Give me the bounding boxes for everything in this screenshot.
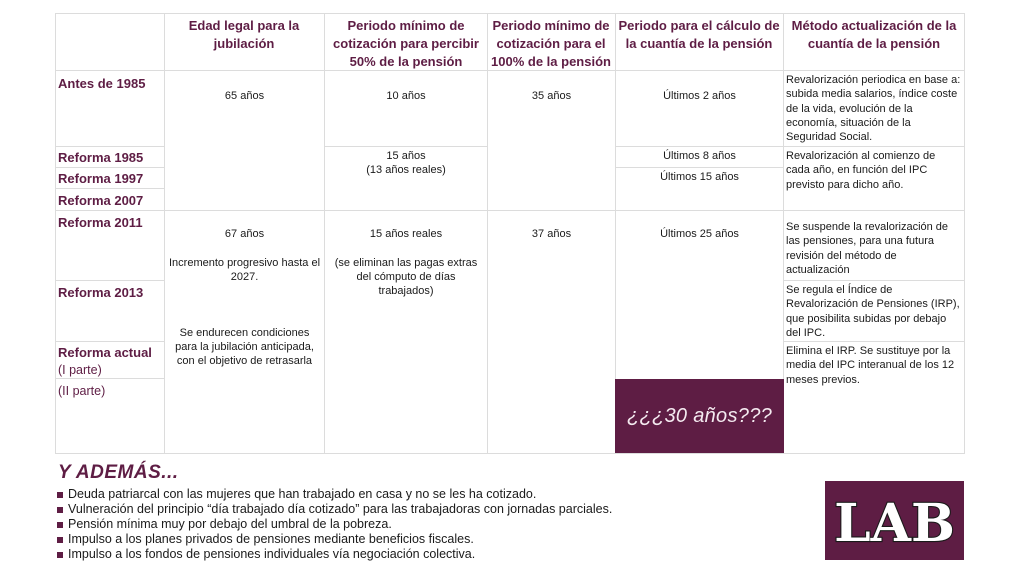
- cell-min50-15: 15 años: [386, 150, 426, 162]
- cell-metodo-2011: Se suspende la revalorización de las pensiones, para una futura revisión del método de actualización: [786, 221, 949, 276]
- cell-metodo-antes: Revalorización periodica en base a: subida media salarios, índice coste de la vida, evolución de la economía, situación de la Seguridad Social.: [786, 74, 961, 144]
- row-label-reforma-2007: Reforma 2007: [58, 193, 144, 208]
- grid-line: [55, 167, 164, 168]
- row-label-reforma-1997: Reforma 1997: [58, 171, 144, 186]
- cell-min100-37: 37 años: [531, 228, 572, 240]
- list-item-text: Impulso a los planes privados de pensiones mediante beneficios fiscales.: [68, 532, 474, 546]
- highlight-30-years: ¿¿¿30 años???: [615, 379, 784, 453]
- cell-calc-15: Últimos 15 años: [660, 171, 739, 183]
- cell-min50-eliminan: (se eliminan las pagas extras del cómputo de días trabajados): [334, 257, 478, 297]
- cell-edad-67: 67 años: [224, 228, 265, 240]
- cell-edad-endurecen: Se endurecen condiciones para la jubilación anticipada, con el objetivo de retrasarla: [175, 327, 314, 367]
- cell-metodo-2013: Se regula el Índice de Revalorización de Pensiones (IRP), que posibilita subidas por debajo del IPC.: [786, 284, 960, 339]
- cell-edad-incremento: Incremento progresivo hasta el 2027.: [168, 257, 321, 283]
- row-label-reforma-2013: Reforma 2013: [58, 285, 144, 300]
- grid-line: [55, 280, 164, 281]
- cell-edad-65: 65 años: [224, 90, 265, 102]
- lab-logo-text: LAB: [834, 493, 955, 552]
- cell-calc-8: Últimos 8 años: [663, 150, 736, 162]
- cell-min100-35: 35 años: [531, 90, 572, 102]
- grid-line: [783, 341, 965, 342]
- list-item: [57, 517, 612, 532]
- cell-min50-15-reales: 15 años reales: [369, 228, 443, 240]
- grid-line: [55, 13, 56, 453]
- ademas-list: [57, 487, 612, 562]
- header-metodo: Método actualización de la cuantía de la pensión: [791, 18, 957, 51]
- row-label-reforma-1985: Reforma 1985: [58, 150, 144, 165]
- grid-line: [55, 188, 164, 189]
- lab-logo-mark: [831, 489, 958, 552]
- grid-line: [55, 341, 164, 342]
- header-edad: Edad legal para la jubilación: [188, 18, 300, 51]
- list-item: [57, 502, 612, 517]
- grid-line: [55, 378, 164, 379]
- header-calculo: Periodo para el cálculo de la cuantía de la pensión: [618, 18, 780, 51]
- bullet-square-icon: [57, 537, 63, 543]
- grid-line: [55, 210, 965, 211]
- list-item-text: Impulso a los fondos de pensiones individuales vía negociación colectiva.: [68, 547, 476, 561]
- list-item-text: Pensión mínima muy por debajo del umbral de la pobreza.: [68, 517, 392, 531]
- bullet-square-icon: [57, 492, 63, 498]
- header-min100: Periodo mínimo de cotización para el 100% de la pensión: [491, 18, 611, 69]
- lab-logo: [825, 481, 964, 560]
- grid-line: [55, 453, 965, 454]
- list-item: [57, 487, 612, 502]
- cell-metodo-1985: Revalorización al comienzo de cada año, en función del IPC previsto para dicho año.: [786, 150, 936, 191]
- cell-calc-25: Últimos 25 años: [660, 228, 739, 240]
- grid-line: [615, 146, 965, 147]
- header-min50: Periodo mínimo de cotización para percibir 50% de la pensión: [333, 18, 479, 69]
- row-label-reforma-2011: Reforma 2011: [58, 215, 143, 230]
- list-item-text: Deuda patriarcal con las mujeres que han trabajado en casa y no se les ha cotizado.: [68, 487, 537, 501]
- row-label-reforma-actual: Reforma actual: [58, 345, 152, 360]
- cell-min50-13-reales: (13 años reales): [366, 164, 446, 176]
- grid-line: [55, 146, 164, 147]
- grid-line: [615, 167, 783, 168]
- list-item: [57, 532, 612, 547]
- row-label-parte-1: (I parte): [58, 363, 102, 377]
- pension-reform-table: [55, 13, 965, 453]
- list-item: [57, 547, 612, 562]
- row-label-antes-1985: Antes de 1985: [58, 76, 146, 91]
- bullet-square-icon: [57, 522, 63, 528]
- cell-calc-2: Últimos 2 años: [663, 90, 736, 102]
- list-item-text: Vulneración del principio “día trabajado día cotizado” para las trabajadoras con jornadas parciales.: [68, 502, 613, 516]
- bullet-square-icon: [57, 507, 63, 513]
- row-label-parte-2: (II parte): [58, 384, 106, 398]
- grid-line: [55, 13, 965, 14]
- grid-line: [324, 146, 487, 147]
- cell-metodo-actual: Elimina el IRP. Se sustituye por la media del IPC interanual de los 12 meses previos.: [786, 345, 955, 386]
- cell-min50-10: 10 años: [386, 90, 426, 102]
- bullet-square-icon: [57, 552, 63, 558]
- grid-line: [783, 280, 965, 281]
- ademas-title: Y ADEMÁS...: [58, 462, 179, 483]
- grid-line: [964, 13, 965, 453]
